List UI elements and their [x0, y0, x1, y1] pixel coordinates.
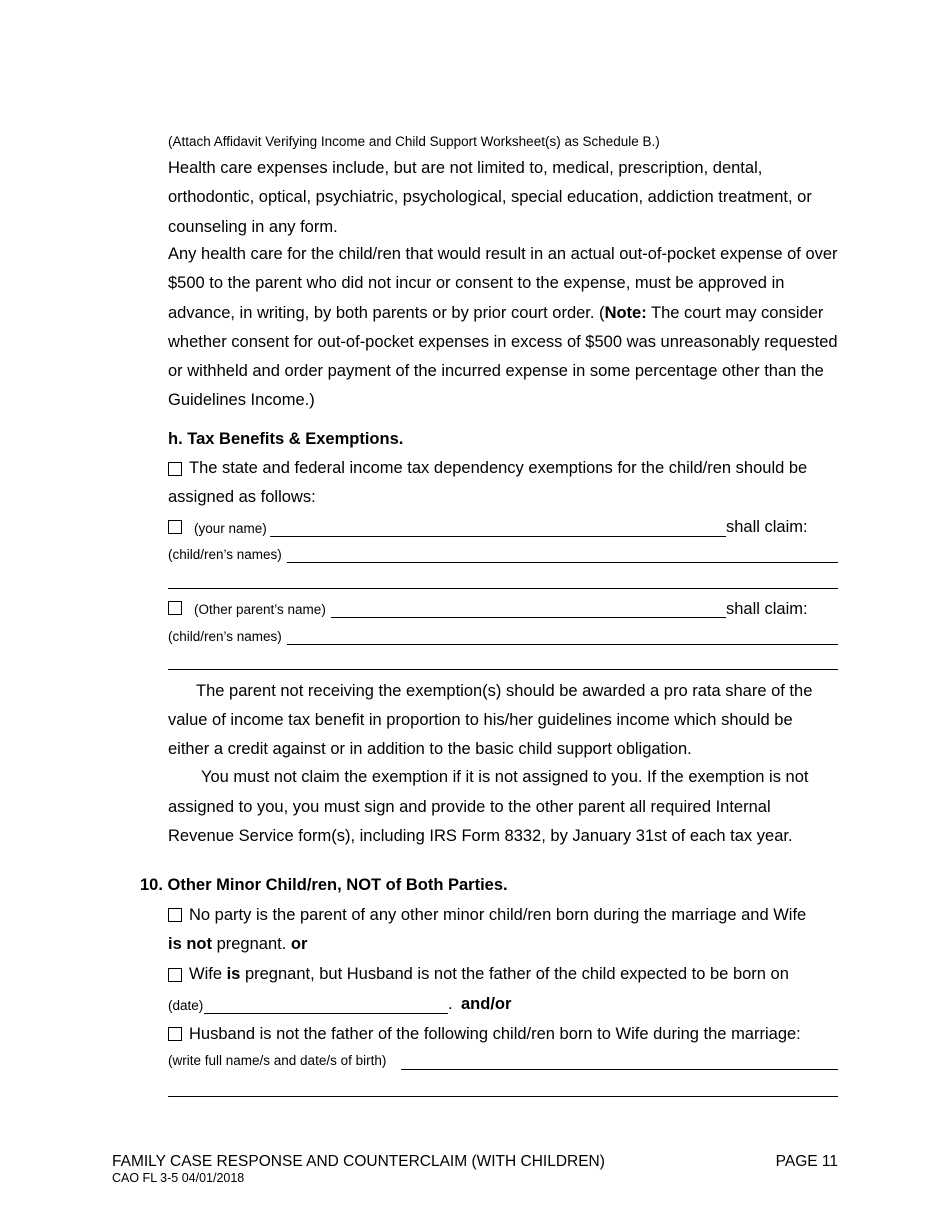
attach-note: (Attach Affidavit Verifying Income and Child Support Worksheet(s) as Schedule B.) [168, 134, 660, 149]
is-text: is [226, 965, 241, 983]
footer-title: FAMILY CASE RESPONSE AND COUNTERCLAIM (WITH CHILDREN) [112, 1153, 605, 1170]
write-names-field-2[interactable] [168, 1096, 838, 1097]
date-field[interactable] [204, 1013, 448, 1014]
no-other-children-checkbox[interactable] [168, 908, 182, 922]
exemption-text-line2: assigned as follows: [168, 488, 316, 506]
health-paragraph-1: Health care expenses include, but are not limited to, medical, prescription, dental, orthodontic, optical, psychiatric, psychological, special education, addiction treatment, or counseling in any form. [168, 159, 812, 236]
note-label: Note: [604, 303, 647, 322]
page-number: PAGE 11 [775, 1153, 838, 1170]
exemption-text-line1: The state and federal income tax dependency exemptions for the child/ren should be [189, 459, 808, 477]
must-not-claim-line1: You must not claim the exemption if it is not assigned to you. If the exemption is not [201, 768, 809, 786]
shall-claim-label-1: shall claim: [726, 518, 808, 536]
pro-rata-line1: The parent not receiving the exemption(s) should be awarded a pro rata share of the [196, 682, 813, 700]
children-names-field-1b[interactable] [168, 588, 838, 589]
pro-rata-line3: either a credit against or in addition to the basic child support obligation. [168, 740, 692, 758]
and-or-text: and/or [461, 995, 512, 1013]
children-names-field-2[interactable] [287, 644, 838, 645]
must-not-claim-line3: Revenue Service form(s), including IRS Form 8332, by January 31st of each tax year. [168, 827, 793, 845]
husband-not-father-checkbox[interactable] [168, 1027, 182, 1041]
section-10-heading: 10. Other Minor Child/ren, NOT of Both Parties. [140, 876, 508, 894]
husband-not-father-text: Husband is not the father of the following child/ren born to Wife during the marriage: [189, 1025, 801, 1043]
wife-pregnant-checkbox[interactable] [168, 968, 182, 982]
children-names-field-2b[interactable] [168, 669, 838, 670]
shall-claim-label-2: shall claim: [726, 600, 808, 618]
children-names-label-1: (child/ren’s names) [168, 547, 282, 562]
health-paragraph-2-text-b: The court may consider whether consent for out-of-pocket expenses in excess of $500 was unreasonably requested or withheld and order payment of the incurred expense in some percentage other than the Guidelines Income.) [168, 303, 838, 410]
your-name-label: (your name) [194, 521, 267, 536]
write-names-label: (write full name/s and date/s of birth) [168, 1053, 387, 1068]
is-not-text: is not [168, 935, 212, 953]
date-label: (date) [168, 998, 204, 1013]
wife-pregnant-text [189, 960, 789, 989]
or-text: or [290, 935, 308, 953]
other-parent-label: (Other parent’s name) [194, 602, 326, 617]
wife-pregnant-rest: pregnant, but Husband is not the father of the child expected to be born on [240, 965, 789, 983]
must-not-claim-line2: assigned to you, you must sign and provide to the other parent all required Internal [168, 798, 771, 816]
pregnant-text: pregnant. [212, 935, 291, 953]
children-names-field-1[interactable] [287, 562, 838, 563]
date-period: . [448, 995, 453, 1013]
children-names-label-2: (child/ren’s names) [168, 629, 282, 644]
no-other-children-line2 [168, 930, 307, 959]
other-parent-checkbox[interactable] [168, 601, 182, 615]
exemption-checkbox[interactable] [168, 462, 182, 476]
other-parent-name-field[interactable] [331, 617, 726, 618]
your-name-checkbox[interactable] [168, 520, 182, 534]
write-names-field[interactable] [401, 1069, 838, 1070]
wife-text: Wife [189, 965, 227, 983]
health-paragraph-2 [168, 240, 840, 416]
health-paragraph-2-text-a: Any health care for the child/ren that would result in an actual out-of-pocket expense of over $500 to the parent who did not incur or consent to the expense, must be approved in advance, in writing, by both parents or by prior court order. ( [168, 245, 838, 322]
tax-benefits-heading: h. Tax Benefits & Exemptions. [168, 430, 404, 448]
your-name-field[interactable] [270, 536, 726, 537]
pro-rata-line2: value of income tax benefit in proportion to his/her guidelines income which should be [168, 711, 793, 729]
no-other-children-line1: No party is the parent of any other minor child/ren born during the marriage and Wife [189, 906, 807, 924]
footer-code: CAO FL 3-5 04/01/2018 [112, 1171, 245, 1185]
